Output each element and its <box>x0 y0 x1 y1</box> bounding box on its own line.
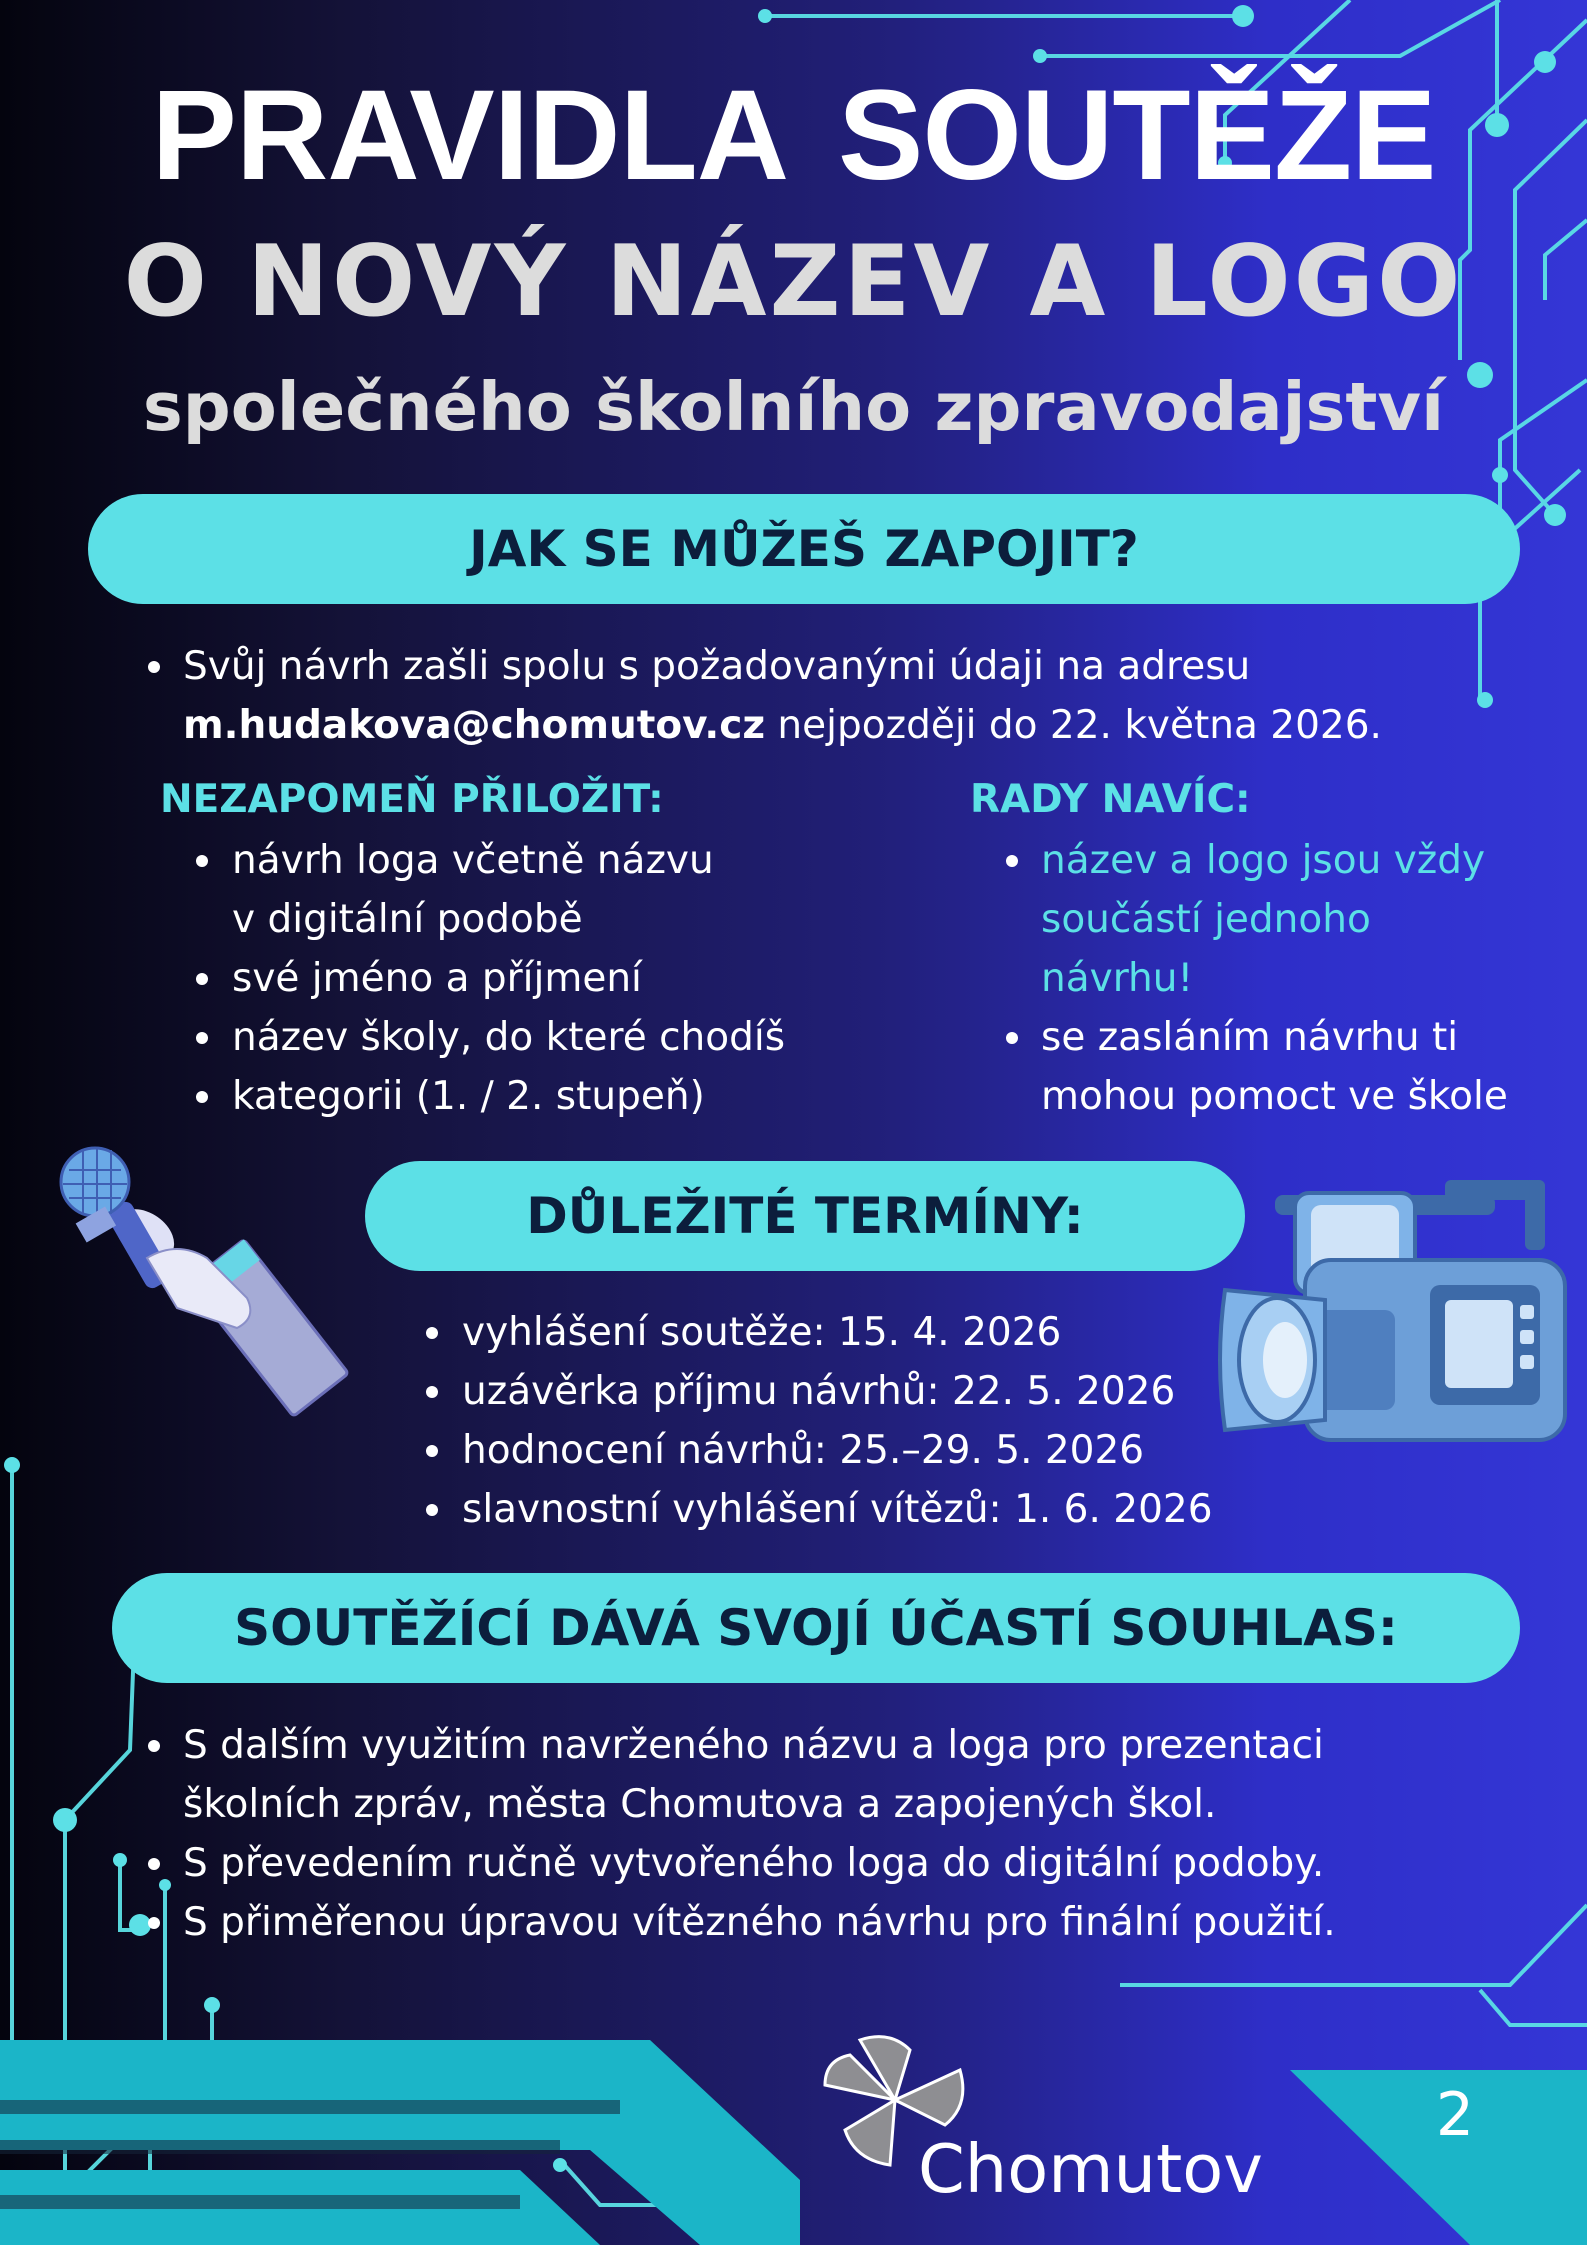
consent-item: školních zpráv, města Chomutova a zapojených škol. <box>183 1782 1217 1827</box>
date-item: slavnostní vyhlášení vítězů: 1. 6. 2026 <box>462 1487 1213 1532</box>
bullet <box>148 1858 160 1870</box>
title-line-2: O NOVÝ NÁZEV A LOGO <box>123 225 1464 339</box>
bullet <box>426 1386 438 1398</box>
title-line-3: společného školního zpravodajství <box>142 368 1445 446</box>
tip-item: mohou pomoct ve škole <box>1041 1074 1508 1119</box>
join-text-line-2 <box>183 696 1483 755</box>
contact-email[interactable]: m.hudakova@chomutov.cz <box>183 703 766 748</box>
attach-item: název školy, do které chodíš <box>232 1015 786 1060</box>
join-text-line-1: Svůj návrh zašli spolu s požadovanými údaji na adresu <box>183 644 1251 689</box>
attach-item: své jméno a příjmení <box>232 956 642 1001</box>
bullet <box>196 855 208 867</box>
join-text <box>183 637 1483 755</box>
attach-item: kategorii (1. / 2. stupeň) <box>232 1074 705 1119</box>
tip-item: název a logo jsou vždy <box>1041 838 1486 883</box>
date-item: vyhlášení soutěže: 15. 4. 2026 <box>462 1310 1062 1355</box>
bullet <box>196 1091 208 1103</box>
tip-item: se zasláním návrhu ti <box>1041 1015 1459 1060</box>
join-heading: JAK SE MŮŽEŠ ZAPOJIT? <box>88 494 1520 604</box>
date-item: hodnocení návrhů: 25.–29. 5. 2026 <box>462 1428 1145 1473</box>
bullet <box>1006 855 1018 867</box>
bullet <box>148 1740 160 1752</box>
page-number: 2 <box>1435 2080 1475 2150</box>
consent-item: S převedením ručně vytvořeného loga do digitální podoby. <box>183 1841 1325 1886</box>
tip-item: součástí jednoho <box>1041 897 1371 942</box>
attach-heading: NEZAPOMEŇ PŘILOŽIT: <box>160 777 664 822</box>
deadline-text: nejpozději do 22. května 2026. <box>765 703 1382 748</box>
bullet <box>1006 1032 1018 1044</box>
microphone-icon <box>55 1140 385 1460</box>
title-line-1: PRAVIDLA SOUTĚŽE <box>151 64 1436 207</box>
bullet <box>426 1504 438 1516</box>
date-item: uzávěrka příjmu návrhů: 22. 5. 2026 <box>462 1369 1176 1414</box>
tips-heading: RADY NAVÍC: <box>970 777 1251 822</box>
dates-heading: DŮLEŽITÉ TERMÍNY: <box>365 1161 1245 1271</box>
consent-item: S přiměřenou úpravou vítězného návrhu pro finální použití. <box>183 1900 1336 1945</box>
bullet <box>426 1327 438 1339</box>
consent-heading: SOUTĚŽÍCÍ DÁVÁ SVOJÍ ÚČASTÍ SOUHLAS: <box>112 1573 1520 1683</box>
attach-item: v digitální podobě <box>232 897 583 942</box>
bullet <box>148 661 160 673</box>
logo-text: Chomutov <box>918 2130 1263 2208</box>
bullet <box>426 1445 438 1457</box>
attach-item: návrh loga včetně názvu <box>232 838 714 883</box>
bullet <box>196 1032 208 1044</box>
bullet <box>196 973 208 985</box>
consent-item: S dalším využitím navrženého názvu a loga pro prezentaci <box>183 1723 1324 1768</box>
tip-item: návrhu! <box>1041 956 1194 1001</box>
video-camera-icon <box>1215 1175 1575 1460</box>
bullet <box>148 1917 160 1929</box>
